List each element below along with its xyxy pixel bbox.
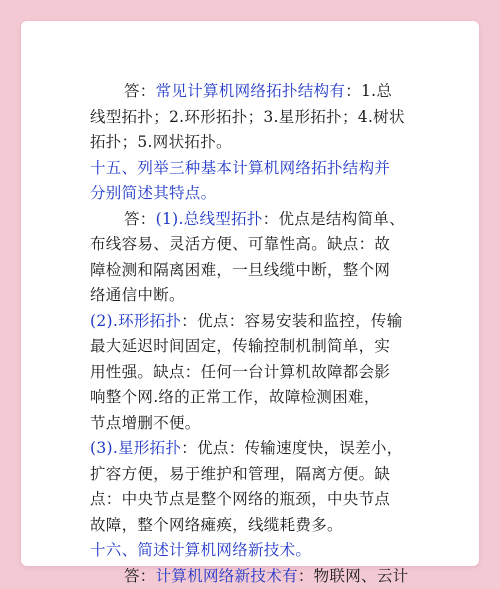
body-text: 响整个网.络的正常工作，故障检测困难， xyxy=(90,388,380,406)
text-line xyxy=(90,181,440,207)
highlighted-text: 计算机网络新技术有 xyxy=(156,567,298,585)
highlighted-text: 十六、简述计算机网络新技术。 xyxy=(90,541,311,559)
text-line xyxy=(90,360,440,386)
body-text: ：1.总 xyxy=(345,82,392,100)
body-text: 故障，整个网络瘫痪，线缆耗费多。 xyxy=(90,516,343,534)
body-text: 点：中央节点是整个网络的瓶颈，中央节点 xyxy=(90,490,390,508)
text-line xyxy=(90,309,440,335)
body-text: ：优点：容易安装和监控，传输 xyxy=(181,312,402,330)
text-line xyxy=(90,258,440,284)
highlighted-text: 分别简述其特点。 xyxy=(90,184,216,202)
text-line xyxy=(90,105,440,131)
body-text: 布线容易、灵活方便、可靠性高。缺点：故 xyxy=(90,235,390,253)
text-line xyxy=(90,207,440,233)
text-line xyxy=(90,232,440,258)
highlighted-text: (2).环形拓扑 xyxy=(90,312,181,330)
body-text: 拓扑；5.网状拓扑。 xyxy=(90,133,232,151)
body-text: 答： xyxy=(124,210,156,228)
body-text: 答： xyxy=(124,567,156,585)
body-text: 线型拓扑；2.环形拓扑；3.星形拓扑；4.树状 xyxy=(90,108,405,126)
body-text: 节点增删不便。 xyxy=(90,414,201,432)
text-line xyxy=(90,462,440,488)
highlighted-text: 十五、列举三种基本计算机网络拓扑结构并 xyxy=(90,159,390,177)
highlighted-text: (1).总线型拓扑 xyxy=(156,210,263,228)
text-line xyxy=(90,564,440,589)
body-text: 络通信中断。 xyxy=(90,286,185,304)
text-line xyxy=(90,513,440,539)
text-line xyxy=(90,538,440,564)
document-card xyxy=(21,21,479,566)
body-text: 扩容方便，易于维护和管理，隔离方便。缺 xyxy=(90,465,390,483)
body-text: 最大延迟时间固定，传输控制机制简单，实 xyxy=(90,337,390,355)
body-text: ：优点是结构简单、 xyxy=(263,210,405,228)
body-text: ：优点：传输速度快，误差小， xyxy=(181,439,402,457)
text-line xyxy=(90,411,440,437)
text-line xyxy=(90,156,440,182)
body-text: 障检测和隔离困难，一旦线缆中断，整个网 xyxy=(90,261,390,279)
highlighted-text: (3).星形拓扑 xyxy=(90,439,181,457)
highlighted-text: 常见计算机网络拓扑结构有 xyxy=(156,82,346,100)
body-text: 用性强。缺点：任何一台计算机故障都会影 xyxy=(90,363,390,381)
body-text: ：物联网、云计 xyxy=(298,567,409,585)
text-line xyxy=(90,334,440,360)
text-line xyxy=(90,436,440,462)
text-line xyxy=(90,385,440,411)
text-line xyxy=(90,283,440,309)
text-line xyxy=(90,130,440,156)
document-body xyxy=(90,79,440,589)
text-line xyxy=(90,487,440,513)
text-line xyxy=(90,79,440,105)
body-text: 答： xyxy=(124,82,156,100)
